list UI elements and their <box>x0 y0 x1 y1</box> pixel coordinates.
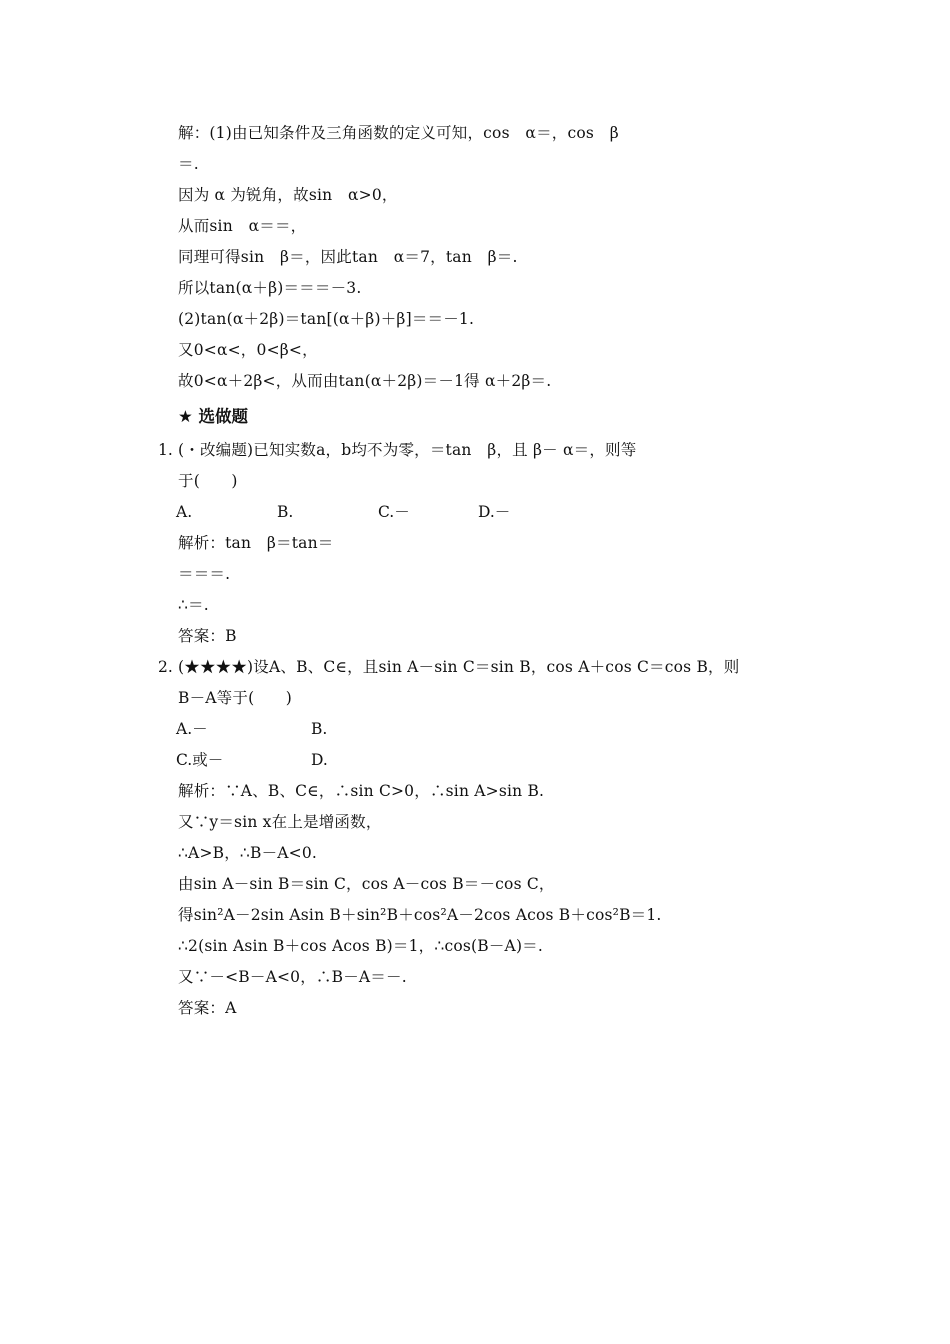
question-stem: B－A等于( ) <box>178 689 292 707</box>
solution-line: ∴A>B，∴B－A<0. <box>178 844 318 862</box>
solution-line: 又∵－<B－A<0，∴B－A＝－. <box>178 968 407 986</box>
solution-line: 所以tan(α＋β)＝＝＝－3. <box>178 279 362 297</box>
solution-line: ∴＝. <box>178 596 209 614</box>
solution-line: 解析：tan β＝tan＝ <box>178 534 334 552</box>
answer-line: 答案：B <box>178 627 237 645</box>
question-number: 2. <box>158 658 173 676</box>
solution-line: ∴2(sin Asin B＋cos Acos B)＝1，∴cos(B－A)＝. <box>178 937 544 955</box>
option-c: C.－ <box>378 503 410 521</box>
option-d: D.－ <box>478 503 511 521</box>
question-stem: (・改编题)已知实数a，b均不为零，＝tan β，且 β－ α＝，则等 <box>178 441 637 459</box>
option-c: C.或－ <box>176 751 224 769</box>
solution-line: 又0<α<，0<β<， <box>178 341 318 359</box>
option-b: B. <box>311 720 328 738</box>
solution-line: 由sin A－sin B＝sin C，cos A－cos B＝－cos C， <box>178 875 555 893</box>
solution-line: 从而sin α＝＝， <box>178 217 307 235</box>
solution-line: ＝. <box>178 155 199 173</box>
solution-line: 解析：∵A、B、C∈，∴sin C>0，∴sin A>sin B. <box>178 782 545 800</box>
solution-line: 得sin²A－2sin Asin B＋sin²B＋cos²A－2cos Acos B＋cos²B＝1. <box>178 906 662 924</box>
solution-line: ＝＝＝. <box>178 565 231 583</box>
question-stem: (★★★★)设A、B、C∈，且sin A－sin C＝sin B，cos A＋cos C＝cos B，则 <box>178 658 740 676</box>
answer-line: 答案：A <box>178 999 237 1017</box>
solution-line: 同理可得sin β＝，因此tan α＝7，tan β＝. <box>178 248 518 266</box>
option-b: B. <box>277 503 294 521</box>
option-a: A.－ <box>176 720 208 738</box>
solution-line: 因为 α 为锐角，故sin α>0， <box>178 186 398 204</box>
solution-line: (2)tan(α＋2β)＝tan[(α＋β)＋β]＝＝－1. <box>178 310 475 328</box>
solution-line: 故0<α＋2β<，从而由tan(α＋2β)＝－1得 α＋2β＝. <box>178 372 552 390</box>
option-a: A. <box>176 503 193 521</box>
question-stem: 于( ) <box>178 472 238 490</box>
section-heading: ★ 选做题 <box>178 407 249 426</box>
solution-line: 解：(1)由已知条件及三角函数的定义可知，cos α＝，cos β <box>178 124 619 142</box>
option-d: D. <box>311 751 328 769</box>
solution-line: 又∵y＝sin x在上是增函数， <box>178 813 382 831</box>
question-number: 1. <box>158 441 173 459</box>
